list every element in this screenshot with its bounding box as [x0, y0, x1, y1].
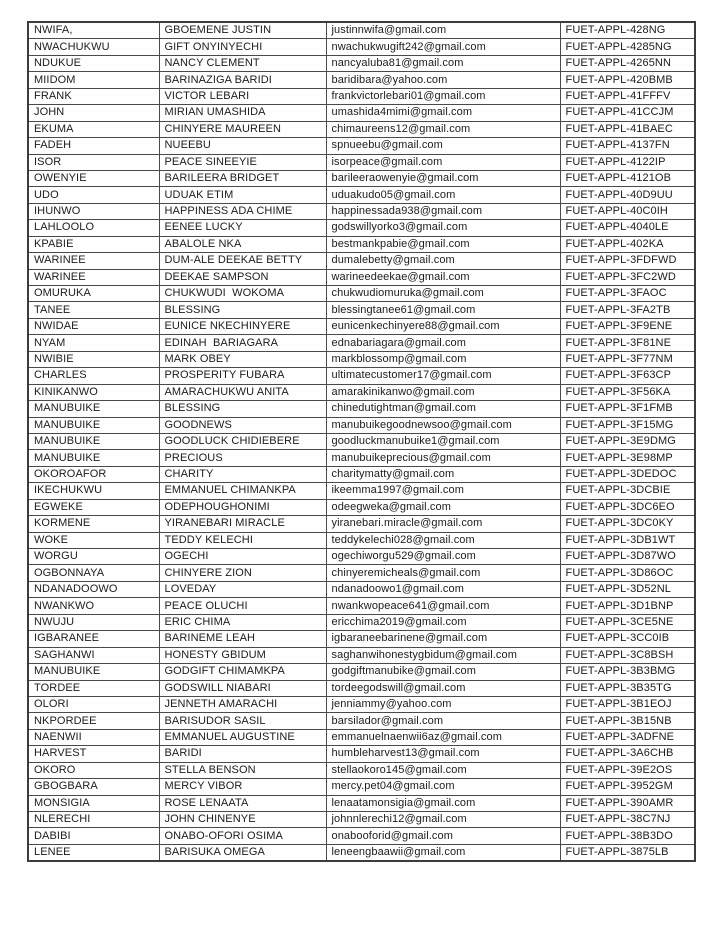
other-names-cell: TEDDY KELECHI [159, 532, 326, 548]
surname-cell: MONSIGIA [28, 795, 159, 811]
table-row [28, 154, 695, 170]
surname-cell: CHARLES [28, 368, 159, 384]
email-cell: ednabariagara@gmail.com [326, 335, 560, 351]
email-cell: blessingtanee61@gmail.com [326, 302, 560, 318]
table-row [28, 647, 695, 663]
email-cell: jenniammy@yahoo.com [326, 696, 560, 712]
application-id-cell: FUET-APPL-3F81NE [560, 335, 695, 351]
email-cell: chimaureens12@gmail.com [326, 121, 560, 137]
table-row [28, 565, 695, 581]
email-cell: markblossomp@gmail.com [326, 351, 560, 367]
surname-cell: KORMENE [28, 516, 159, 532]
other-names-cell: CHUKWUDI WOKOMA [159, 286, 326, 302]
other-names-cell: HONESTY GBIDUM [159, 647, 326, 663]
table-row [28, 335, 695, 351]
applicant-table-body [28, 22, 695, 861]
application-id-cell: FUET-APPL-3D87WO [560, 549, 695, 565]
email-cell: ericchima2019@gmail.com [326, 614, 560, 630]
table-row [28, 55, 695, 71]
other-names-cell: EUNICE NKECHINYERE [159, 318, 326, 334]
other-names-cell: BARISUKA OMEGA [159, 844, 326, 861]
table-row [28, 713, 695, 729]
table-row [28, 203, 695, 219]
other-names-cell: ERIC CHIMA [159, 614, 326, 630]
application-id-cell: FUET-APPL-3DC0KY [560, 516, 695, 532]
email-cell: chinedutightman@gmail.com [326, 401, 560, 417]
surname-cell: TORDEE [28, 680, 159, 696]
other-names-cell: HAPPINESS ADA CHIME [159, 203, 326, 219]
email-cell: barsilador@gmail.com [326, 713, 560, 729]
application-id-cell: FUET-APPL-3FDFWD [560, 253, 695, 269]
email-cell: manubuikeprecious@gmail.com [326, 450, 560, 466]
other-names-cell: NUEEBU [159, 138, 326, 154]
surname-cell: OGBONNAYA [28, 565, 159, 581]
table-row [28, 532, 695, 548]
other-names-cell: UDUAK ETIM [159, 187, 326, 203]
table-row [28, 762, 695, 778]
surname-cell: NKPORDEE [28, 713, 159, 729]
table-row [28, 581, 695, 597]
surname-cell: NWIDAE [28, 318, 159, 334]
table-row [28, 22, 695, 39]
surname-cell: EKUMA [28, 121, 159, 137]
email-cell: humbleharvest13@gmail.com [326, 746, 560, 762]
email-cell: saghanwihonestygbidum@gmail.com [326, 647, 560, 663]
application-id-cell: FUET-APPL-3F9ENE [560, 318, 695, 334]
surname-cell: TANEE [28, 302, 159, 318]
other-names-cell: NANCY CLEMENT [159, 55, 326, 71]
table-row [28, 368, 695, 384]
email-cell: johnnlerechi12@gmail.com [326, 812, 560, 828]
application-id-cell: FUET-APPL-4040LE [560, 220, 695, 236]
surname-cell: IHUNWO [28, 203, 159, 219]
other-names-cell: EDINAH BARIAGARA [159, 335, 326, 351]
application-id-cell: FUET-APPL-3B15NB [560, 713, 695, 729]
email-cell: happinessada938@gmail.com [326, 203, 560, 219]
application-id-cell: FUET-APPL-3B35TG [560, 680, 695, 696]
application-id-cell: FUET-APPL-3DC6EO [560, 499, 695, 515]
table-row [28, 433, 695, 449]
table-row [28, 170, 695, 186]
other-names-cell: VICTOR LEBARI [159, 88, 326, 104]
surname-cell: FADEH [28, 138, 159, 154]
other-names-cell: YIRANEBARI MIRACLE [159, 516, 326, 532]
other-names-cell: EMMANUEL AUGUSTINE [159, 729, 326, 745]
other-names-cell: JOHN CHINENYE [159, 812, 326, 828]
email-cell: tordeegodswill@gmail.com [326, 680, 560, 696]
application-id-cell: FUET-APPL-3D52NL [560, 581, 695, 597]
email-cell: odeegweka@gmail.com [326, 499, 560, 515]
surname-cell: WORGU [28, 549, 159, 565]
table-row [28, 795, 695, 811]
other-names-cell: PEACE SINEEYIE [159, 154, 326, 170]
other-names-cell: MERCY VIBOR [159, 779, 326, 795]
application-id-cell: FUET-APPL-3A6CHB [560, 746, 695, 762]
other-names-cell: GOODLUCK CHIDIEBERE [159, 433, 326, 449]
table-row [28, 286, 695, 302]
email-cell: godgiftmanubike@gmail.com [326, 664, 560, 680]
surname-cell: WOKE [28, 532, 159, 548]
table-row [28, 72, 695, 88]
table-row [28, 516, 695, 532]
other-names-cell: CHARITY [159, 466, 326, 482]
application-id-cell: FUET-APPL-3F15MG [560, 417, 695, 433]
email-cell: barileeraowenyie@gmail.com [326, 170, 560, 186]
email-cell: ultimatecustomer17@gmail.com [326, 368, 560, 384]
application-id-cell: FUET-APPL-3B3BMG [560, 664, 695, 680]
surname-cell: HARVEST [28, 746, 159, 762]
application-id-cell: FUET-APPL-4285NG [560, 39, 695, 55]
surname-cell: MANUBUIKE [28, 433, 159, 449]
other-names-cell: GODGIFT CHIMAMKPA [159, 664, 326, 680]
other-names-cell: GOODNEWS [159, 417, 326, 433]
surname-cell: OKOROAFOR [28, 466, 159, 482]
email-cell: bestmankpabie@gmail.com [326, 236, 560, 252]
application-id-cell: FUET-APPL-428NG [560, 22, 695, 39]
table-row [28, 549, 695, 565]
other-names-cell: AMARACHUKWU ANITA [159, 384, 326, 400]
application-id-cell: FUET-APPL-3DCBIE [560, 483, 695, 499]
surname-cell: NWUJU [28, 614, 159, 630]
table-row [28, 417, 695, 433]
table-row [28, 779, 695, 795]
email-cell: goodluckmanubuike1@gmail.com [326, 433, 560, 449]
surname-cell: JOHN [28, 105, 159, 121]
application-id-cell: FUET-APPL-3CC0IB [560, 631, 695, 647]
table-row [28, 187, 695, 203]
email-cell: onabooforid@gmail.com [326, 828, 560, 844]
other-names-cell: EENEE LUCKY [159, 220, 326, 236]
other-names-cell: PRECIOUS [159, 450, 326, 466]
application-id-cell: FUET-APPL-4137FN [560, 138, 695, 154]
email-cell: umashida4mimi@gmail.com [326, 105, 560, 121]
email-cell: eunicenkechinyere88@gmail.com [326, 318, 560, 334]
email-cell: amarakinikanwo@gmail.com [326, 384, 560, 400]
application-id-cell: FUET-APPL-3F56KA [560, 384, 695, 400]
other-names-cell: ROSE LENAATA [159, 795, 326, 811]
table-row [28, 696, 695, 712]
email-cell: chukwudiomuruka@gmail.com [326, 286, 560, 302]
email-cell: nwankwopeace641@gmail.com [326, 598, 560, 614]
email-cell: charitymatty@gmail.com [326, 466, 560, 482]
surname-cell: NWACHUKWU [28, 39, 159, 55]
other-names-cell: MARK OBEY [159, 351, 326, 367]
application-id-cell: FUET-APPL-420BMB [560, 72, 695, 88]
email-cell: yiranebari.miracle@gmail.com [326, 516, 560, 532]
table-row [28, 351, 695, 367]
email-cell: igbaraneebarinene@gmail.com [326, 631, 560, 647]
surname-cell: SAGHANWI [28, 647, 159, 663]
application-id-cell: FUET-APPL-3952GM [560, 779, 695, 795]
application-id-cell: FUET-APPL-38C7NJ [560, 812, 695, 828]
application-id-cell: FUET-APPL-4122IP [560, 154, 695, 170]
application-id-cell: FUET-APPL-3CE5NE [560, 614, 695, 630]
table-row [28, 121, 695, 137]
table-row [28, 88, 695, 104]
other-names-cell: ODEPHOUGHONIMI [159, 499, 326, 515]
application-id-cell: FUET-APPL-3ADFNE [560, 729, 695, 745]
table-row [28, 105, 695, 121]
table-row [28, 384, 695, 400]
other-names-cell: BARIDI [159, 746, 326, 762]
application-id-cell: FUET-APPL-41CCJM [560, 105, 695, 121]
email-cell: nancyaluba81@gmail.com [326, 55, 560, 71]
table-row [28, 138, 695, 154]
other-names-cell: DUM-ALE DEEKAE BETTY [159, 253, 326, 269]
other-names-cell: ONABO-OFORI OSIMA [159, 828, 326, 844]
other-names-cell: BLESSING [159, 302, 326, 318]
application-id-cell: FUET-APPL-402KA [560, 236, 695, 252]
other-names-cell: CHINYERE ZION [159, 565, 326, 581]
table-row [28, 302, 695, 318]
email-cell: ikeemma1997@gmail.com [326, 483, 560, 499]
surname-cell: GBOGBARA [28, 779, 159, 795]
email-cell: teddykelechi028@gmail.com [326, 532, 560, 548]
application-id-cell: FUET-APPL-4121OB [560, 170, 695, 186]
email-cell: warineedeekae@gmail.com [326, 269, 560, 285]
application-id-cell: FUET-APPL-3F63CP [560, 368, 695, 384]
other-names-cell: PROSPERITY FUBARA [159, 368, 326, 384]
email-cell: dumalebetty@gmail.com [326, 253, 560, 269]
email-cell: lenaatamonsigia@gmail.com [326, 795, 560, 811]
other-names-cell: GODSWILL NIABARI [159, 680, 326, 696]
email-cell: justinnwifa@gmail.com [326, 22, 560, 39]
surname-cell: NWIBIE [28, 351, 159, 367]
email-cell: frankvictorlebari01@gmail.com [326, 88, 560, 104]
other-names-cell: STELLA BENSON [159, 762, 326, 778]
table-row [28, 598, 695, 614]
surname-cell: ISOR [28, 154, 159, 170]
application-id-cell: FUET-APPL-3B1EOJ [560, 696, 695, 712]
table-row [28, 269, 695, 285]
application-id-cell: FUET-APPL-3D86OC [560, 565, 695, 581]
surname-cell: NWIFA, [28, 22, 159, 39]
other-names-cell: EMMANUEL CHIMANKPA [159, 483, 326, 499]
other-names-cell: BLESSING [159, 401, 326, 417]
surname-cell: EGWEKE [28, 499, 159, 515]
other-names-cell: OGECHI [159, 549, 326, 565]
table-row [28, 614, 695, 630]
table-row [28, 236, 695, 252]
table-row [28, 680, 695, 696]
email-cell: manubuikegoodnewsoo@gmail.com [326, 417, 560, 433]
application-id-cell: FUET-APPL-3FA2TB [560, 302, 695, 318]
email-cell: mercy.pet04@gmail.com [326, 779, 560, 795]
surname-cell: NWANKWO [28, 598, 159, 614]
application-id-cell: FUET-APPL-3D1BNP [560, 598, 695, 614]
surname-cell: MANUBUIKE [28, 417, 159, 433]
application-id-cell: FUET-APPL-3DB1WT [560, 532, 695, 548]
table-row [28, 664, 695, 680]
surname-cell: MANUBUIKE [28, 401, 159, 417]
surname-cell: NDUKUE [28, 55, 159, 71]
application-id-cell: FUET-APPL-40C0IH [560, 203, 695, 219]
table-row [28, 318, 695, 334]
application-id-cell: FUET-APPL-3FAOC [560, 286, 695, 302]
application-id-cell: FUET-APPL-3F77NM [560, 351, 695, 367]
surname-cell: NAENWII [28, 729, 159, 745]
application-id-cell: FUET-APPL-39E2OS [560, 762, 695, 778]
application-id-cell: FUET-APPL-40D9UU [560, 187, 695, 203]
application-id-cell: FUET-APPL-3875LB [560, 844, 695, 861]
other-names-cell: BARINEME LEAH [159, 631, 326, 647]
email-cell: leneengbaawii@gmail.com [326, 844, 560, 861]
surname-cell: MANUBUIKE [28, 664, 159, 680]
email-cell: emmanuelnaenwii6az@gmail.com [326, 729, 560, 745]
surname-cell: WARINEE [28, 253, 159, 269]
surname-cell: OKORO [28, 762, 159, 778]
surname-cell: NYAM [28, 335, 159, 351]
table-row [28, 450, 695, 466]
other-names-cell: BARISUDOR SASIL [159, 713, 326, 729]
table-row [28, 631, 695, 647]
table-row [28, 220, 695, 236]
email-cell: stellaokoro145@gmail.com [326, 762, 560, 778]
table-row [28, 39, 695, 55]
email-cell: ogechiworgu529@gmail.com [326, 549, 560, 565]
other-names-cell: LOVEDAY [159, 581, 326, 597]
other-names-cell: JENNETH AMARACHI [159, 696, 326, 712]
email-cell: godswillyorko3@gmail.com [326, 220, 560, 236]
email-cell: isorpeace@gmail.com [326, 154, 560, 170]
surname-cell: LENEE [28, 844, 159, 861]
email-cell: chinyeremicheals@gmail.com [326, 565, 560, 581]
surname-cell: NDANADOOWO [28, 581, 159, 597]
surname-cell: OMURUKA [28, 286, 159, 302]
application-id-cell: FUET-APPL-4265NN [560, 55, 695, 71]
other-names-cell: DEEKAE SAMPSON [159, 269, 326, 285]
applicant-table [27, 21, 696, 862]
table-row [28, 844, 695, 861]
email-cell: uduakudo05@gmail.com [326, 187, 560, 203]
surname-cell: LAHLOOLO [28, 220, 159, 236]
other-names-cell: PEACE OLUCHI [159, 598, 326, 614]
surname-cell: MANUBUIKE [28, 450, 159, 466]
surname-cell: WARINEE [28, 269, 159, 285]
table-row [28, 812, 695, 828]
other-names-cell: GIFT ONYINYECHI [159, 39, 326, 55]
email-cell: spnueebu@gmail.com [326, 138, 560, 154]
other-names-cell: ABALOLE NKA [159, 236, 326, 252]
table-row [28, 499, 695, 515]
surname-cell: DABIBI [28, 828, 159, 844]
other-names-cell: MIRIAN UMASHIDA [159, 105, 326, 121]
surname-cell: MIIDOM [28, 72, 159, 88]
table-row [28, 828, 695, 844]
email-cell: nwachukwugift242@gmail.com [326, 39, 560, 55]
email-cell: ndanadoowo1@gmail.com [326, 581, 560, 597]
other-names-cell: BARINAZIGA BARIDI [159, 72, 326, 88]
application-id-cell: FUET-APPL-3FC2WD [560, 269, 695, 285]
other-names-cell: GBOEMENE JUSTIN [159, 22, 326, 39]
surname-cell: OWENYIE [28, 170, 159, 186]
table-row [28, 746, 695, 762]
other-names-cell: CHINYERE MAUREEN [159, 121, 326, 137]
application-id-cell: FUET-APPL-41BAEC [560, 121, 695, 137]
application-id-cell: FUET-APPL-3E98MP [560, 450, 695, 466]
application-id-cell: FUET-APPL-38B3DO [560, 828, 695, 844]
other-names-cell: BARILEERA BRIDGET [159, 170, 326, 186]
surname-cell: KPABIE [28, 236, 159, 252]
table-row [28, 401, 695, 417]
surname-cell: OLORI [28, 696, 159, 712]
application-id-cell: FUET-APPL-3F1FMB [560, 401, 695, 417]
surname-cell: NLERECHI [28, 812, 159, 828]
surname-cell: IGBARANEE [28, 631, 159, 647]
surname-cell: UDO [28, 187, 159, 203]
surname-cell: IKECHUKWU [28, 483, 159, 499]
surname-cell: FRANK [28, 88, 159, 104]
email-cell: baridibara@yahoo.com [326, 72, 560, 88]
table-row [28, 483, 695, 499]
table-row [28, 729, 695, 745]
application-id-cell: FUET-APPL-390AMR [560, 795, 695, 811]
application-id-cell: FUET-APPL-41FFFV [560, 88, 695, 104]
table-row [28, 253, 695, 269]
application-id-cell: FUET-APPL-3E9DMG [560, 433, 695, 449]
surname-cell: KINIKANWO [28, 384, 159, 400]
table-row [28, 466, 695, 482]
application-id-cell: FUET-APPL-3DEDOC [560, 466, 695, 482]
application-id-cell: FUET-APPL-3C8BSH [560, 647, 695, 663]
